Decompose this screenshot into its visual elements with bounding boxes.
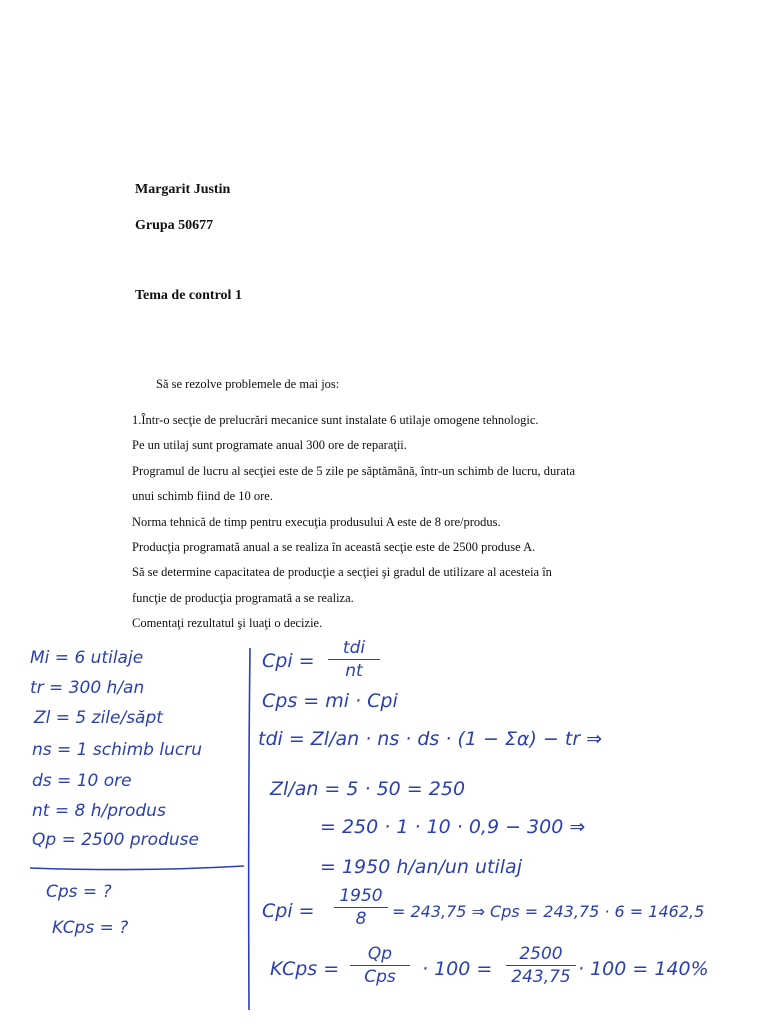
problem-line: Norma tehnică de timp pentru execuţia produsului A este de 8 ore/produs. <box>132 514 501 529</box>
fraction-numerator: tdi <box>342 638 366 658</box>
formula-cpi-fraction <box>328 638 380 681</box>
student-name: Margarit Justin <box>135 182 231 197</box>
fraction-numerator: 2500 <box>519 944 563 964</box>
formula-zl-an: Zl/an = 5 · 50 = 250 <box>270 778 466 800</box>
given-qp: Qp = 2500 produse <box>32 830 199 850</box>
fraction-denominator: nt <box>345 661 363 681</box>
fraction-denominator: 243,75 <box>511 967 571 987</box>
formula-tdi-result: = 1950 h/an/un utilaj <box>320 856 522 878</box>
problem-line: Pe un utilaj sunt programate anual 300 ore de reparaţii. <box>132 438 407 453</box>
problem-line: 1.Într-o secţie de prelucrări mecanice sunt instalate 6 utilaje omogene tehnologic. <box>132 413 539 427</box>
formula-tdi-calc: = 250 · 1 · 10 · 0,9 − 300 ⇒ <box>320 816 586 838</box>
problem-line: Comentaţi rezultatul şi luaţi o decizie. <box>132 616 323 631</box>
given-ds: ds = 10 ore <box>32 771 132 791</box>
fraction-denominator: 8 <box>355 909 367 929</box>
formula-kcps-fraction-2 <box>506 944 576 987</box>
given-tr: tr = 300 h/an <box>30 678 145 698</box>
given-mi: Mi = 6 utilaje <box>30 648 144 668</box>
given-ns: ns = 1 schimb lucru <box>32 740 202 760</box>
formula-cpi-calc-fraction <box>334 886 388 929</box>
formula-kcps-left: KCps = <box>270 958 340 980</box>
problem-line: funcţie de producţia programată a se realiza. <box>132 590 354 605</box>
fraction-denominator: Cps <box>364 967 396 987</box>
problem-line: Programul de lucru al secţiei este de 5 zile pe săptămână, într-un schimb de lucru, durata <box>132 463 575 478</box>
formula-kcps-fraction-1 <box>350 944 410 987</box>
formula-kcps-mid: · 100 = <box>422 958 493 980</box>
unknown-kcps: KCps = ? <box>52 918 129 938</box>
formula-cpi-left: Cpi = <box>262 650 315 672</box>
problem-line: Producţia programată anual a se realiza în această secţie este de 2500 produse A. <box>132 539 536 554</box>
given-zl: Zl = 5 zile/săpt <box>34 708 163 728</box>
problem-line: unui schimb fiind de 10 ore. <box>132 489 273 504</box>
formula-cpi-calc-left: Cpi = <box>262 900 315 922</box>
fraction-numerator: Qp <box>367 944 393 964</box>
formula-cps: Cps = mi · Cpi <box>262 690 398 712</box>
given-nt: nt = 8 h/produs <box>32 801 166 821</box>
student-group: Grupa 50677 <box>135 218 214 233</box>
formula-kcps-result: · 100 = 140% <box>578 958 709 980</box>
intro-text: Să se rezolve problemele de mai jos: <box>156 377 340 391</box>
problem-line: Să se determine capacitatea de producţie a secţiei şi gradul de utilizare al acesteia în <box>132 565 552 580</box>
fraction-numerator: 1950 <box>339 886 383 906</box>
formula-tdi: tdi = Zl/an · ns · ds · (1 − Ʃα) − tr ⇒ <box>258 728 603 750</box>
unknown-cps: Cps = ? <box>46 882 112 902</box>
assignment-title: Tema de control 1 <box>135 288 242 303</box>
formula-cpi-cps-result: = 243,75 ⇒ Cps = 243,75 · 6 = 1462,5 <box>392 902 705 921</box>
